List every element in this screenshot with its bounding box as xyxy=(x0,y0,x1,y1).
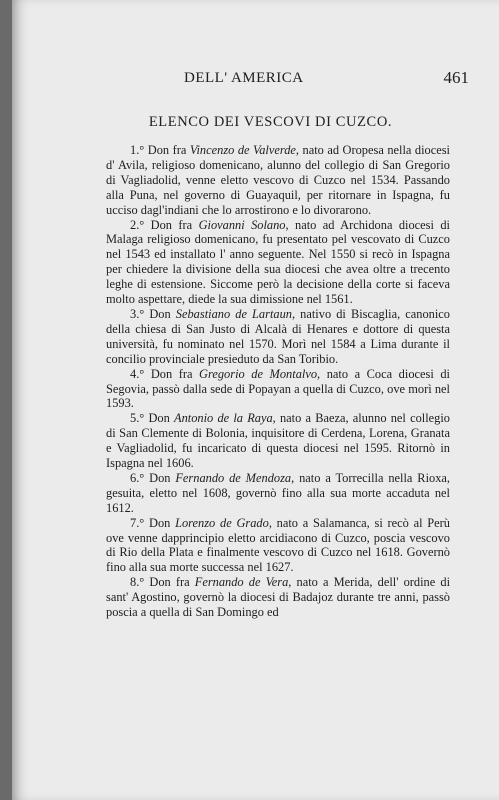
book-page xyxy=(12,0,499,800)
running-head xyxy=(108,68,469,88)
bishop-name: Gregorio de Montalvo xyxy=(199,366,318,381)
bishop-entry-4: 4.° Don fra Gregorio de Montalvo, nato a Coca diocesi di Segovia, passò dalla sede di Popayan a quella di Cuzco, ove morì nel 1593. xyxy=(106,366,450,411)
bishop-name: Vincenzo de Valverde xyxy=(189,143,296,157)
bishop-name: Antonio de la Raya xyxy=(174,411,273,426)
bishop-entry-1: 1.° Don fra Vincenzo de Valverde, nato ad Oropesa nella diocesi d' Avila, religioso domenicano, alunno del collegio di San Gregorio di Vagliadolid, venne eletto vescovo di Cuzco nel 1534. Passando alla Puna, nel governo di Guayaquil, per ritornare in Ispagna, fu ucciso dagl'indiani che lo arrostirono e lo divorarono. xyxy=(106,143,450,217)
bishop-entry-7: 7.° Don Lorenzo de Grado, nato a Salamanca, si recò al Perù ove venne dapprincipio eletto arcidiacono di Cuzco, poscia vescovo di Rio della Plata e finalmente vescovo di Cuzco nel 1618. Governò fino alla sua morte successa nel 1627. xyxy=(106,515,450,575)
running-title: DELL' AMERICA xyxy=(184,70,304,86)
bishop-name: Sebastiano de Lartaun xyxy=(175,306,292,321)
bishop-entry-5: 5.° Don Antonio de la Raya, nato a Baeza, alunno nel collegio di San Clemente di Bolonia, inquisitore di Cerdena, Lorena, Granata e Vagliadolid, fu incaricato di questa diocesi nel 1595. Ritornò in Ispagna nel 1606. xyxy=(106,411,450,471)
bishop-list xyxy=(106,143,450,620)
bishop-entry-3: 3.° Don Sebastiano de Lartaun, nativo di Biscaglia, canonico della chiesa di San Justo di Alcalà di Henares e dottore di questa università, fu nominato nel 1570. Morì nel 1584 a Lima durante il concilio provinciale presieduto da San Toribio. xyxy=(106,306,450,366)
bishop-entry-6: 6.° Don Fernando de Mendoza, nato a Torrecilla nella Rioxa, gesuita, eletto nel 1608, governò fino alla sua morte accaduta nel 1612. xyxy=(106,470,450,515)
bishop-name: Fernando de Vera xyxy=(194,575,289,590)
section-title: ELENCO DEI VESCOVI DI CUZCO. xyxy=(148,114,393,130)
bishop-name: Fernando de Mendoza xyxy=(175,470,292,485)
bishop-name: Lorenzo de Grado xyxy=(175,515,269,530)
bishop-entry-8: 8.° Don fra Fernando de Vera, nato a Merida, dell' ordine di sant' Agostino, governò la diocesi di Badajoz durante tre anni, passò poscia a quella di San Domingo ed xyxy=(106,575,451,620)
bishop-name: Giovanni Solano xyxy=(198,217,286,232)
page-number: 461 xyxy=(443,68,469,87)
bishop-entry-2: 2.° Don fra Giovanni Solano, nato ad Archidona diocesi di Malaga religioso domenicano, fu presentato pel vescovato di Cuzco nel 1543 ed installato l' anno seguente. Nel 1550 si recò in Ispagna per chiedere la divisione della sua diocesi che avea oltre a trecento leghe di estensione. Siccome però la decisione della corte si faceva molto aspettare, diede la sua dimissione nel 1561. xyxy=(106,217,450,307)
